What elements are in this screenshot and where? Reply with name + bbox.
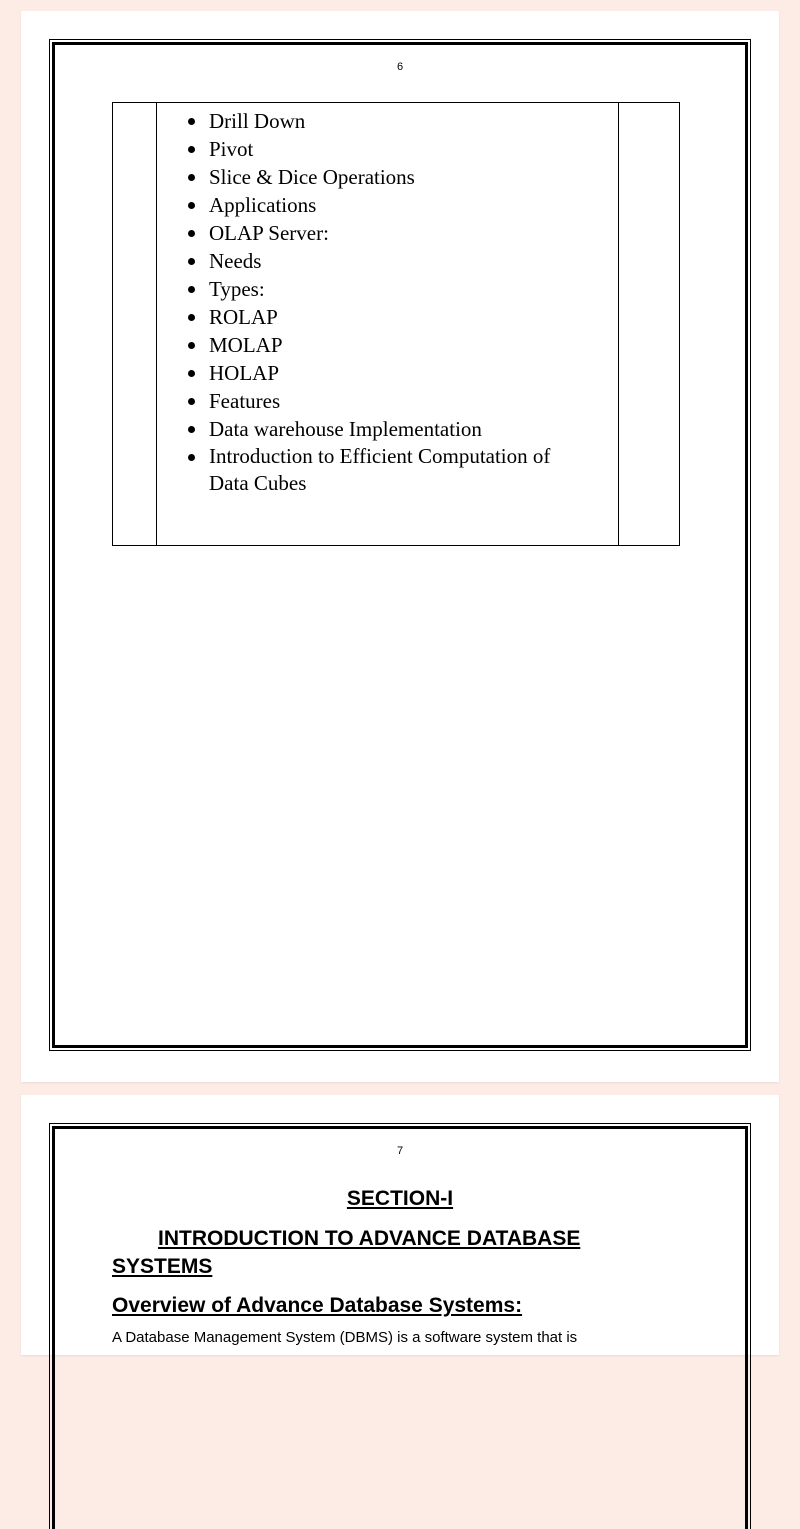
overview-heading: Overview of Advance Database Systems: xyxy=(112,1294,523,1317)
list-item: Introduction to Efficient Computation of Data Cubes xyxy=(170,443,590,497)
list-item: Applications xyxy=(170,191,590,219)
bullet-icon xyxy=(188,370,195,377)
bullet-icon xyxy=(188,118,195,125)
bullet-icon xyxy=(188,342,195,349)
table-column-divider xyxy=(156,103,157,545)
bullet-icon xyxy=(188,314,195,321)
list-item: MOLAP xyxy=(170,331,590,359)
list-item: Pivot xyxy=(170,135,590,163)
document-page-6 xyxy=(21,11,779,1082)
page-border xyxy=(52,42,748,1048)
body-paragraph: A Database Management System (DBMS) is a software system that is xyxy=(112,1329,578,1346)
list-item: Drill Down xyxy=(170,107,590,135)
bullet-icon xyxy=(188,146,195,153)
syllabus-table xyxy=(112,102,680,546)
list-item: HOLAP xyxy=(170,359,590,387)
chapter-title: INTRODUCTION TO ADVANCE DATABASE SYSTEMS xyxy=(112,1227,581,1278)
document-page-7 xyxy=(21,1095,779,1355)
bullet-icon xyxy=(188,202,195,209)
bullet-icon xyxy=(188,174,195,181)
bullet-icon xyxy=(188,398,195,405)
list-item: Features xyxy=(170,387,590,415)
page-number: 6 xyxy=(396,61,404,73)
bullet-icon xyxy=(188,426,195,433)
page-number: 7 xyxy=(396,1145,404,1157)
bullet-icon xyxy=(188,454,195,461)
topic-list xyxy=(170,107,590,497)
list-item: Slice & Dice Operations xyxy=(170,163,590,191)
list-item: ROLAP xyxy=(170,303,590,331)
bullet-icon xyxy=(188,286,195,293)
list-item: Needs xyxy=(170,247,590,275)
bullet-icon xyxy=(188,230,195,237)
list-item: Types: xyxy=(170,275,590,303)
list-item: OLAP Server: xyxy=(170,219,590,247)
list-item: Data warehouse Implementation xyxy=(170,415,590,443)
section-title: SECTION-I xyxy=(346,1187,454,1210)
page-border xyxy=(52,1126,748,1529)
table-column-divider xyxy=(618,103,619,545)
bullet-icon xyxy=(188,258,195,265)
